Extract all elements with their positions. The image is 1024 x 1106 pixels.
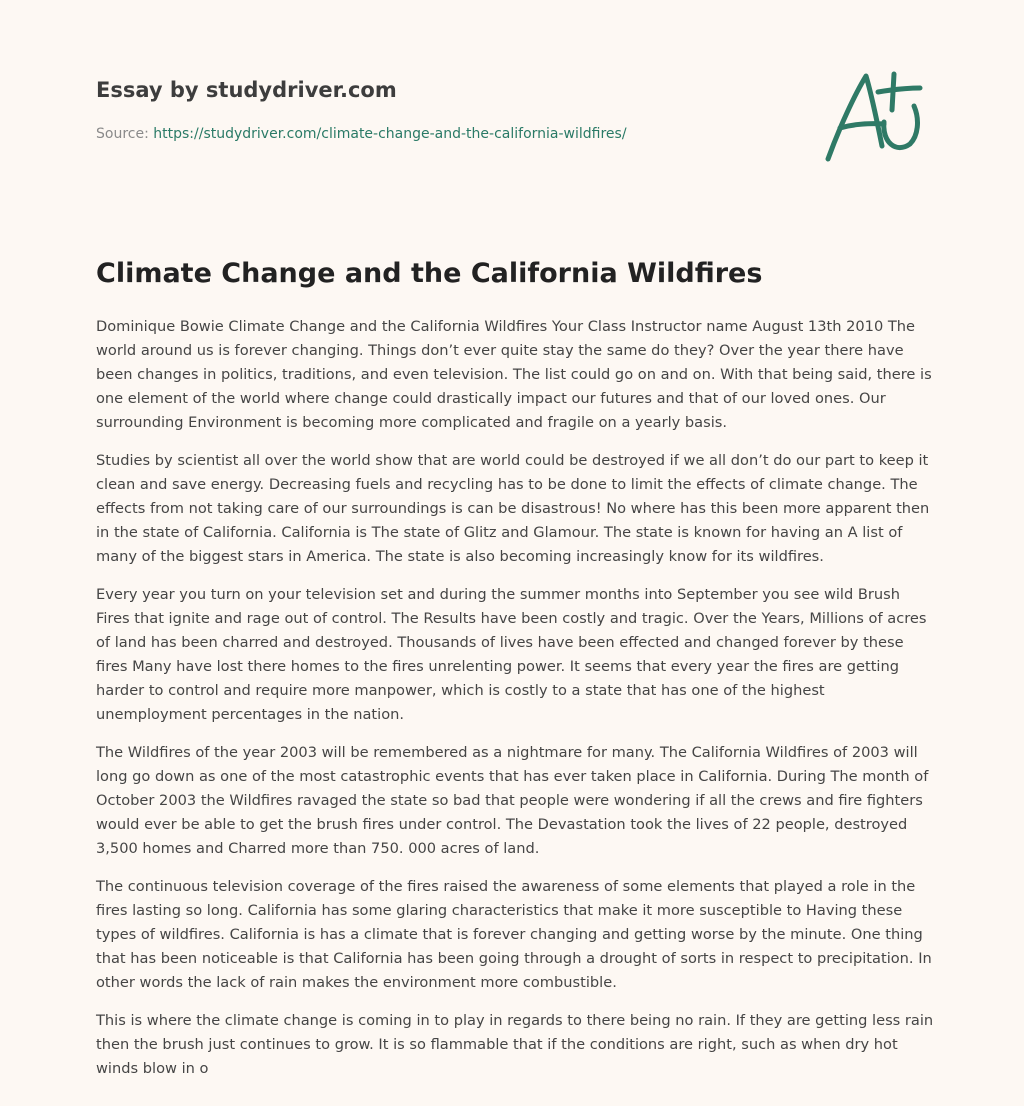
source-line xyxy=(96,124,796,144)
essay-paragraph: Every year you turn on your television set and during the summer months into September you see wild Brush Fires that ignite and rage out of control. The Results have been costly and tragic. Over the Years, Millions of acres of land has been charred and destroyed. Thousands of lives have been effected and changed forever by these fires Many have lost there homes to the fires unrelenting power. It seems that every year the fires are getting harder to control and require more manpower, which is costly to a state that has one of the highest unemployment percentages in the nation. xyxy=(96,586,927,723)
essay-title: Climate Change and the California Wildfires xyxy=(96,258,763,289)
source-label: Source: xyxy=(96,126,154,142)
essay-paragraph: The continuous television coverage of the fires raised the awareness of some elements that played a role in the fires lasting so long. California has some glaring characteristics that make it more susceptible to Having these types of wildfires. California is has a climate that is forever changing and getting worse by the minute. One thing that has been noticeable is that California has been going through a drought of sorts in respect to precipitation. In other words the lack of rain makes the environment more combustible. xyxy=(96,878,932,991)
essay-paragraph: Studies by scientist all over the world show that are world could be destroyed if we all don’t do our part to keep it clean and save energy. Decreasing fuels and recycling has to be done to limit the effects of climate change. The effects from not taking care of our surroundings is can be disastrous! No where has this been more apparent then in the state of California. California is The state of Glitz and Glamour. The state is known for having an A list of many of the biggest stars in America. The state is also becoming increasingly know for its wildfires. xyxy=(96,452,930,565)
essay-paragraph: This is where the climate change is coming in to play in regards to there being no rain. If they are getting less rain then the brush just continues to grow. It is so flammable that if the conditions are right, such as when dry hot winds blow in o xyxy=(96,1012,934,1077)
source-link[interactable]: https://studydriver.com/climate-change-and-the-california-wildfires/ xyxy=(153,126,627,142)
essay-paragraph: Dominique Bowie Climate Change and the California Wildfires Your Class Instructor name August 13th 2010 The world around us is forever changing. Things don’t ever quite stay the same do they? Over the year there have been changes in politics, traditions, and even television. The list could go on and on. With that being said, there is one element of the world where change could drastically impact our futures and that of our loved ones. Our surrounding Environment is becoming more complicated and fragile on a yearly basis. xyxy=(96,318,932,431)
site-brand: Essay by studydriver.com xyxy=(96,78,397,102)
essay-paragraph: The Wildfires of the year 2003 will be remembered as a nightmare for many. The California Wildfires of 2003 will long go down as one of the most catastrophic events that has ever taken place in California. During The month of October 2003 the Wildfires ravaged the state so bad that people were wondering if all the crews and fire fighters would ever be able to get the brush fires under control. The Devastation took the lives of 22 people, destroyed 3,500 homes and Charred more than 750. 000 acres of land. xyxy=(96,744,929,857)
a-plus-logo-icon xyxy=(820,66,930,166)
essay-header xyxy=(96,76,796,144)
essay-body xyxy=(96,315,934,1095)
